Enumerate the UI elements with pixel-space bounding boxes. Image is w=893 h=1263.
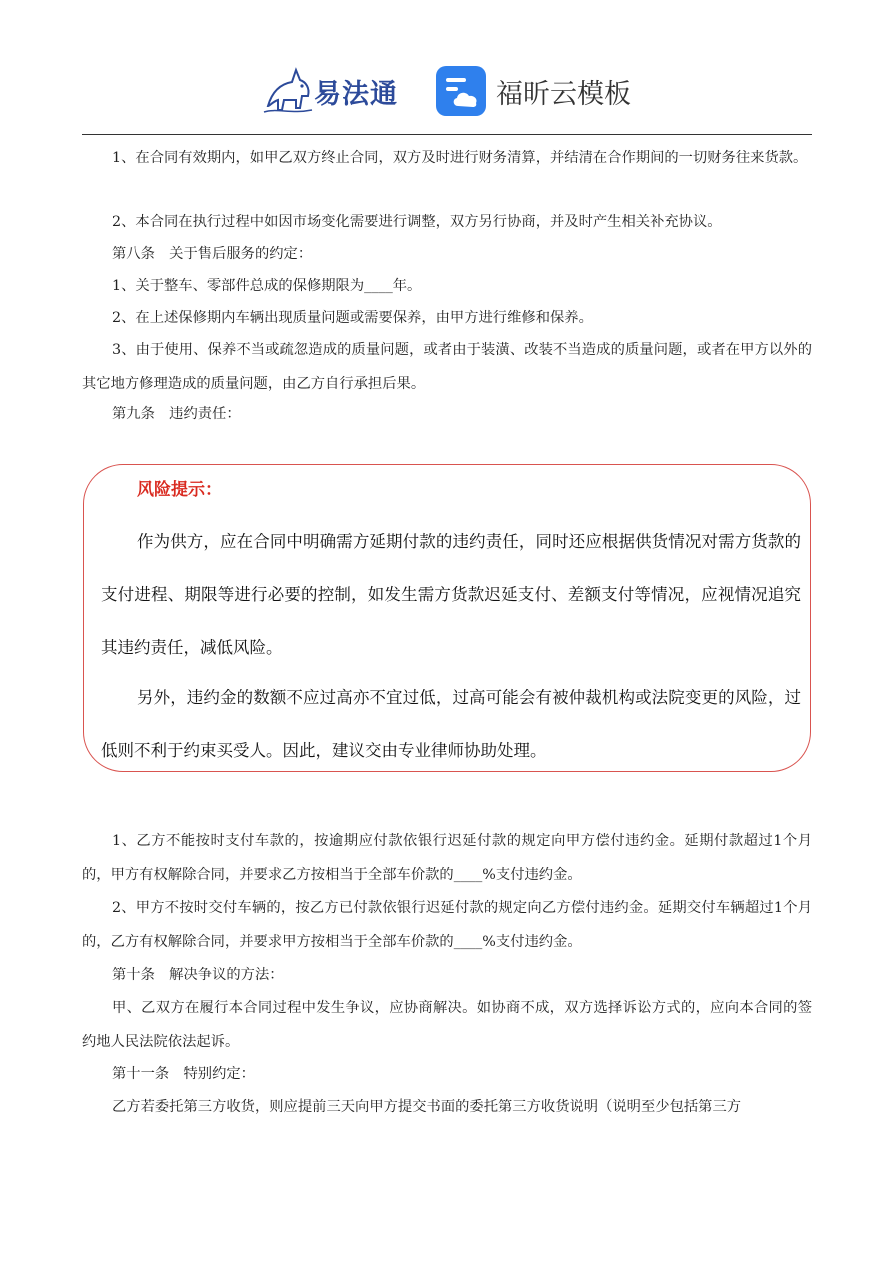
risk-warning-box <box>83 464 811 772</box>
risk-warning-text-2: 另外，违约金的数额不应过高亦不宜过低，过高可能会有被仲裁机构或法院变更的风险，过低则不利于约束买受人。因此，建议交由专业律师协助处理。 <box>101 688 801 760</box>
risk-warning-title: 风险提示： <box>137 480 222 500</box>
risk-warning-text-1: 作为供方，应在合同中明确需方延期付款的违约责任，同时还应根据供货情况对需方货款的支付进程、期限等进行必要的控制，如发生需方货款迟延支付、差额支付等情况，应视情况追究其违约责任，减低风险。 <box>101 532 801 657</box>
yifatong-logo <box>262 62 412 118</box>
article-10-heading: 第十条 解决争议的方法： <box>112 967 284 983</box>
article-9-heading: 第九条 违约责任： <box>112 406 241 422</box>
unicorn-logo-icon <box>262 62 314 118</box>
yifatong-logo-text: 易法通 <box>314 79 398 110</box>
article-8-item-3: 3、由于使用、保养不当或疏忽造成的质量问题，或者由于装潢、改装不当造成的质量问题，或者在甲方以外的其它地方修理造成的质量问题，由乙方自行承担后果。 <box>82 342 812 392</box>
article-10-body: 甲、乙双方在履行本合同过程中发生争议，应协商解决。如协商不成，双方选择诉讼方式的，应向本合同的签约地人民法院依法起诉。 <box>82 1000 812 1050</box>
article-9-item-2: 2、甲方不按时交付车辆的，按乙方已付款依银行迟延付款的规定向乙方偿付违约金。延期交付车辆超过1个月的，乙方有权解除合同，并要求甲方按相当于全部车价款的____%支付违约金。 <box>82 900 812 950</box>
foxit-template-logo-text: 福昕云模板 <box>496 79 631 110</box>
clause-7-item-1: 1、在合同有效期内，如甲乙双方终止合同，双方及时进行财务清算，并结清在合作期间的一切财务往来货款。 <box>112 150 808 166</box>
article-11-body: 乙方若委托第三方收货，则应提前三天向甲方提交书面的委托第三方收货说明（说明至少包括第三方 <box>112 1099 742 1115</box>
cloud-template-logo-icon <box>436 66 486 116</box>
article-9-item-1: 1、乙方不能按时支付车款的，按逾期应付款依银行迟延付款的规定向甲方偿付违约金。延期付款超过1个月的，甲方有权解除合同，并要求乙方按相当于全部车价款的____%支付违约金。 <box>82 833 812 883</box>
article-8-item-1: 1、关于整车、零部件总成的保修期限为____年。 <box>112 278 422 294</box>
clause-7-item-2: 2、本合同在执行过程中如因市场变化需要进行调整，双方另行协商，并及时产生相关补充协议。 <box>112 214 722 230</box>
page-header <box>0 58 893 124</box>
header-divider <box>82 134 812 135</box>
article-11-heading: 第十一条 特别约定： <box>112 1066 255 1082</box>
article-8-item-2: 2、在上述保修期内车辆出现质量问题或需要保养，由甲方进行维修和保养。 <box>112 310 593 326</box>
article-8-heading: 第八条 关于售后服务的约定： <box>112 246 313 262</box>
